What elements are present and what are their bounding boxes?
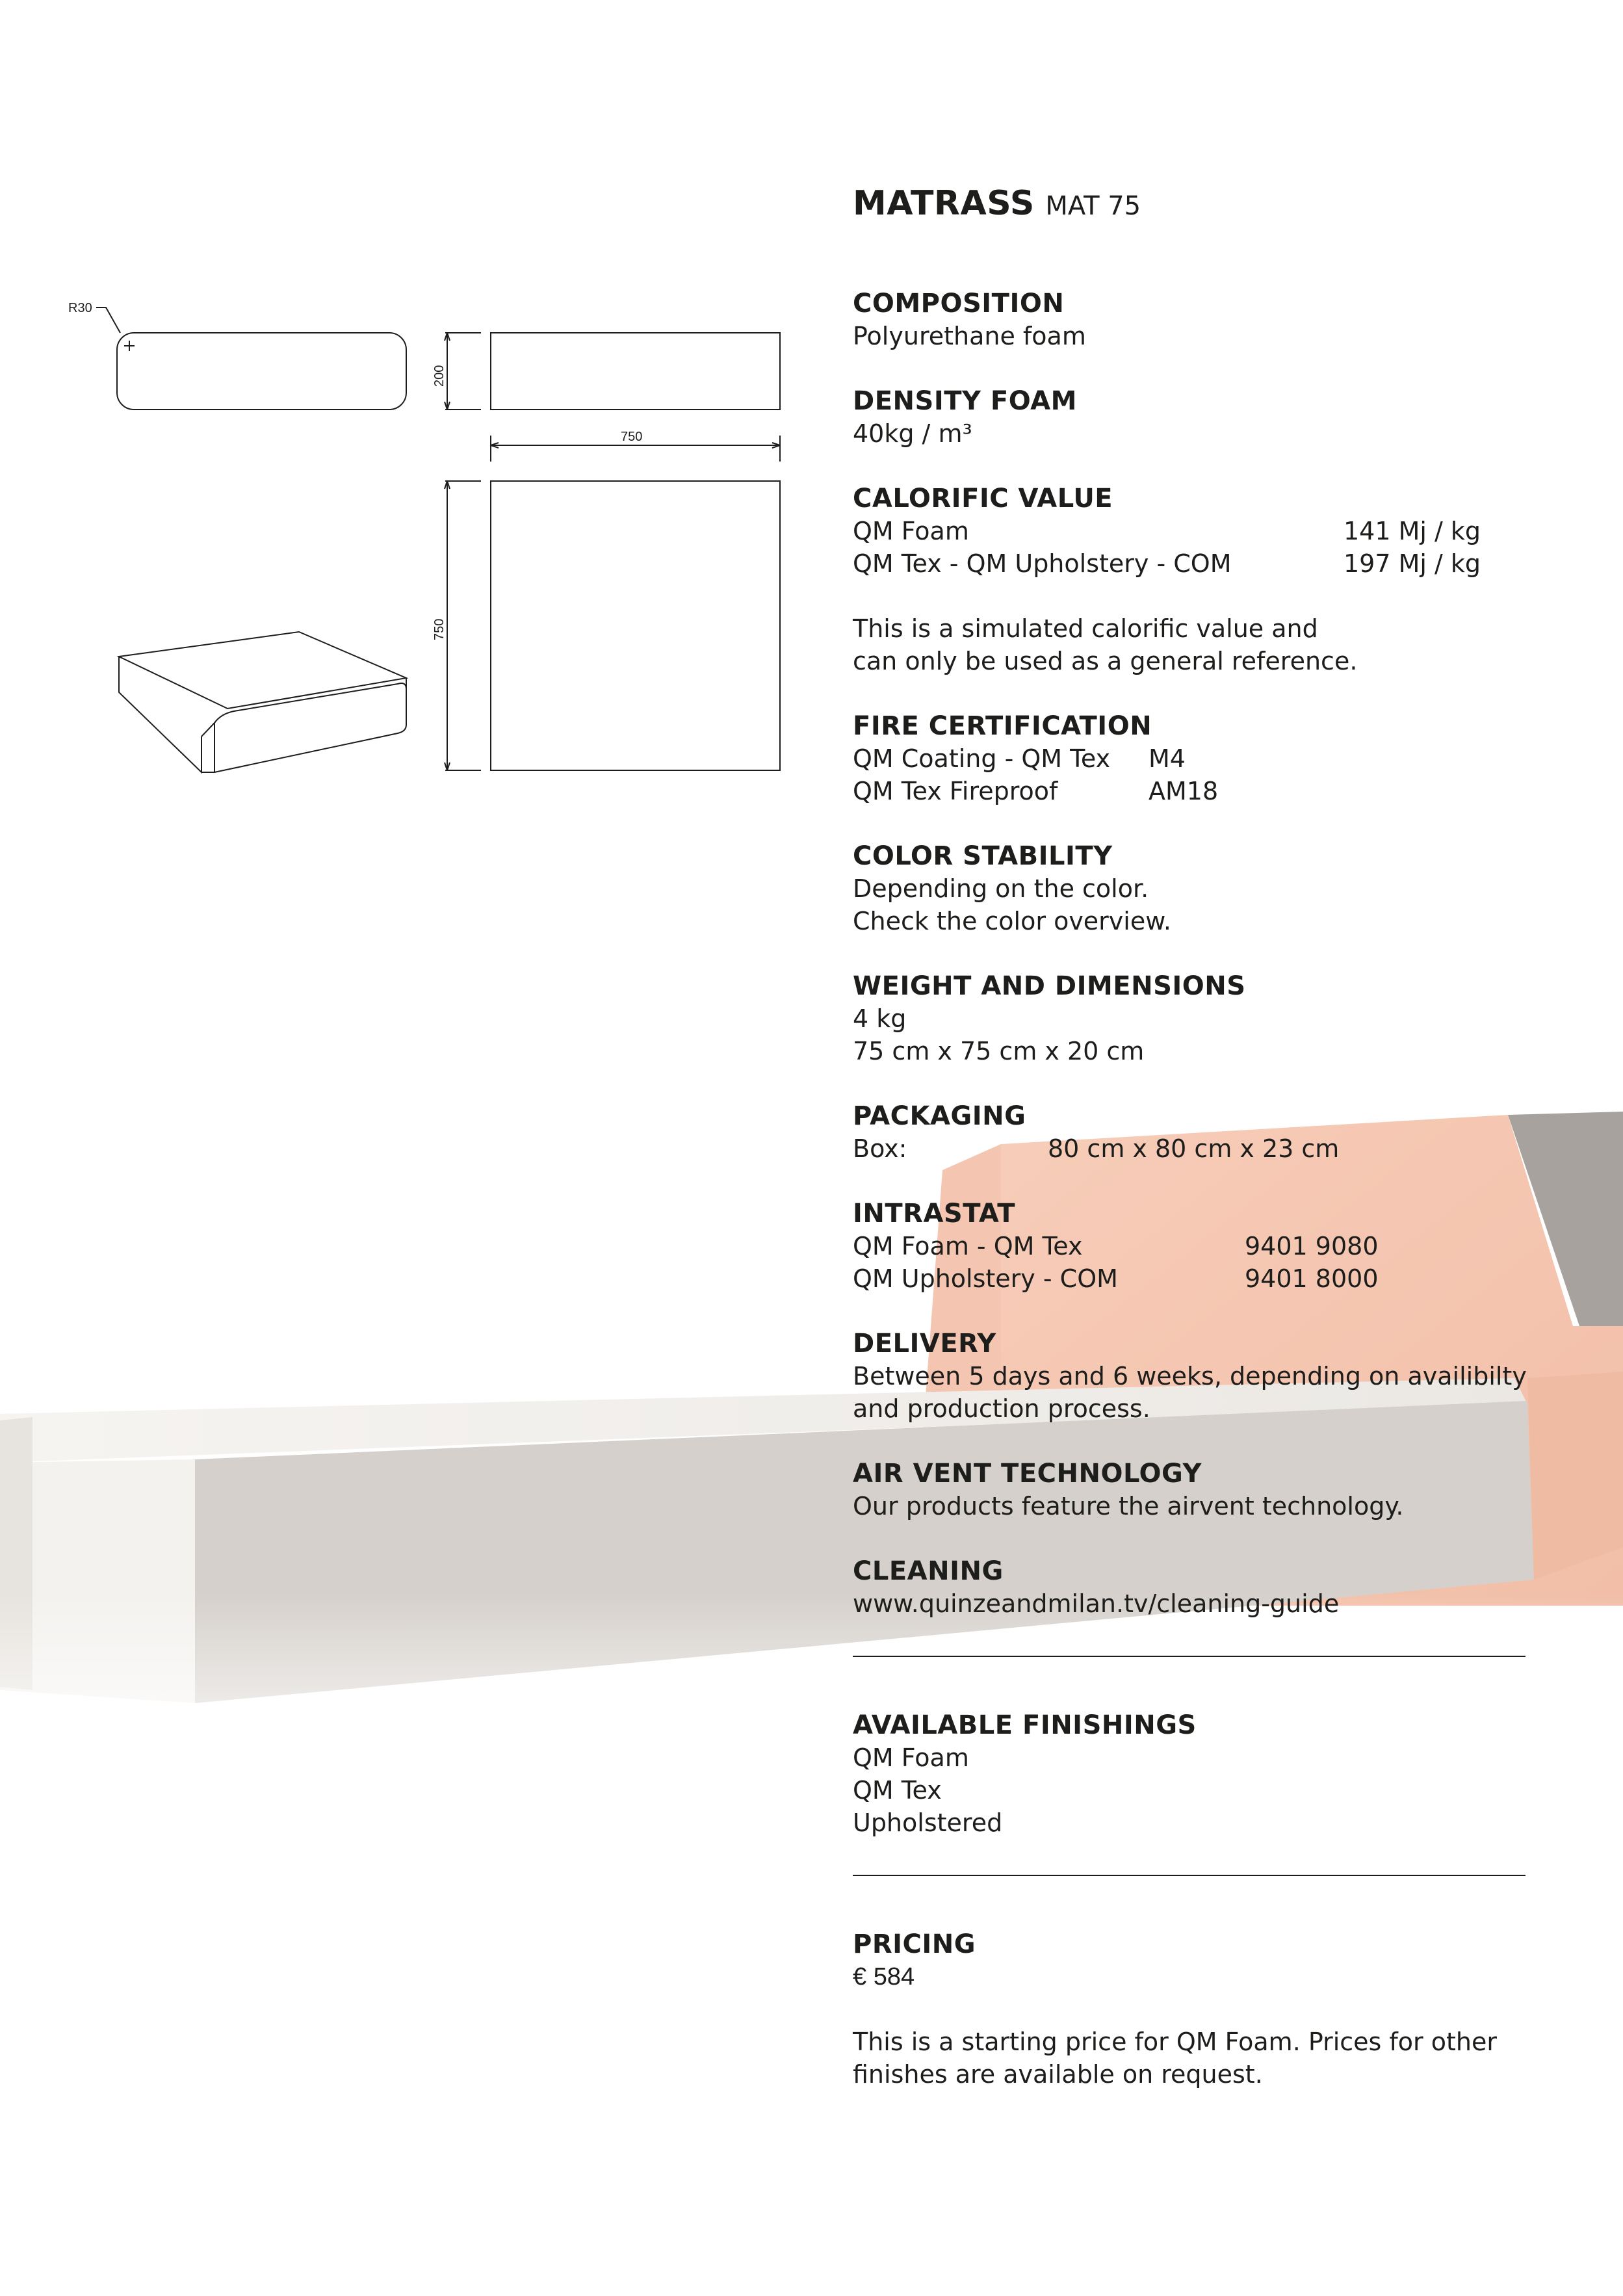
packaging-value: 80 cm x 80 cm x 23 cm (1048, 1134, 1340, 1164)
cleaning-section (853, 1555, 1542, 1620)
calorific-row (853, 515, 1542, 547)
divider (853, 1875, 1526, 1876)
calorific-value: 197 Mj / kg (1344, 549, 1481, 579)
finishings-section (853, 1709, 1542, 1839)
fire-label: QM Coating - QM Tex (853, 744, 1111, 774)
pricing-section (853, 1928, 1542, 2091)
cleaning-link[interactable]: www.quinzeandmilan.tv/cleaning-guide (853, 1589, 1340, 1619)
density-section (853, 385, 1542, 450)
intrastat-heading: INTRASTAT (853, 1199, 1016, 1229)
fire-label: QM Tex Fireproof (853, 777, 1058, 806)
technical-drawing (0, 0, 793, 780)
composition-heading: COMPOSITION (853, 289, 1065, 319)
height-label: 200 (432, 365, 447, 387)
intrastat-value: 9401 9080 (1245, 1232, 1379, 1261)
finishing-item: QM Tex (853, 1776, 942, 1805)
calorific-label: QM Tex - QM Upholstery - COM (853, 549, 1232, 579)
plan-view (491, 481, 780, 770)
depth-label: 750 (432, 618, 447, 640)
finishing-item: QM Foam (853, 1743, 969, 1773)
pricing-note: finishes are available on request. (853, 2060, 1263, 2089)
color-stability-text: Check the color overview. (853, 907, 1171, 936)
fire-value: AM18 (1149, 777, 1219, 806)
fire-row (853, 775, 1542, 807)
fire-value: M4 (1149, 744, 1186, 774)
isometric-view (119, 632, 406, 772)
composition-section (853, 287, 1542, 352)
delivery-text: Between 5 days and 6 weeks, depending on availibilty (853, 1362, 1527, 1391)
calorific-row (853, 547, 1542, 580)
color-stability-text: Depending on the color. (853, 874, 1149, 904)
intrastat-label: QM Upholstery - COM (853, 1264, 1118, 1294)
product-code: MAT 75 (1045, 191, 1141, 221)
pricing-heading: PRICING (853, 1929, 976, 1960)
intrastat-value: 9401 8000 (1245, 1264, 1379, 1294)
width-label: 750 (621, 430, 643, 444)
packaging-row (853, 1132, 1542, 1165)
packaging-heading: PACKAGING (853, 1101, 1026, 1132)
calorific-note: This is a simulated calorific value and (853, 614, 1318, 644)
fire-row (853, 742, 1542, 775)
side-profile (117, 333, 406, 410)
pricing-note: This is a starting price for QM Foam. Prices for other (853, 2028, 1497, 2057)
cleaning-heading: CLEANING (853, 1556, 1004, 1587)
calorific-note: can only be used as a general reference. (853, 647, 1358, 676)
color-stability-heading: COLOR STABILITY (853, 841, 1113, 872)
intrastat-row (853, 1262, 1542, 1295)
color-stability-section (853, 840, 1542, 937)
finishing-item: Upholstered (853, 1808, 1003, 1838)
airvent-text: Our products feature the airvent technology. (853, 1492, 1404, 1521)
finishings-heading: AVAILABLE FINISHINGS (853, 1710, 1197, 1741)
calorific-section (853, 482, 1542, 677)
intrastat-label: QM Foam - QM Tex (853, 1232, 1083, 1261)
airvent-section (853, 1457, 1542, 1522)
delivery-section (853, 1327, 1542, 1425)
weight-heading: WEIGHT AND DIMENSIONS (853, 971, 1246, 1002)
front-elevation (491, 333, 780, 410)
intrastat-row (853, 1230, 1542, 1262)
product-title (853, 185, 1542, 222)
salmon-front (1527, 1372, 1623, 1580)
weight-section (853, 970, 1542, 1067)
fire-section (853, 710, 1542, 807)
price-value: € 584 (853, 1963, 915, 1991)
intrastat-section (853, 1197, 1542, 1295)
dimensions-text: 75 cm x 75 cm x 20 cm (853, 1037, 1145, 1066)
delivery-text: and production process. (853, 1394, 1150, 1424)
airvent-heading: AIR VENT TECHNOLOGY (853, 1459, 1202, 1489)
density-text: 40kg / m³ (853, 419, 972, 449)
packaging-label: Box: (853, 1134, 907, 1164)
divider (853, 1656, 1526, 1657)
density-heading: DENSITY FOAM (853, 386, 1077, 417)
calorific-heading: CALORIFIC VALUE (853, 484, 1113, 514)
calorific-value: 141 Mj / kg (1344, 517, 1481, 546)
fire-heading: FIRE CERTIFICATION (853, 711, 1152, 742)
spec-sheet (853, 185, 1542, 2123)
product-name: MATRASS (853, 184, 1035, 223)
weight-text: 4 kg (853, 1004, 907, 1034)
calorific-label: QM Foam (853, 517, 969, 546)
radius-label: R30 (68, 301, 92, 315)
packaging-section (853, 1100, 1542, 1165)
delivery-heading: DELIVERY (853, 1329, 996, 1359)
composition-text: Polyurethane foam (853, 322, 1086, 351)
